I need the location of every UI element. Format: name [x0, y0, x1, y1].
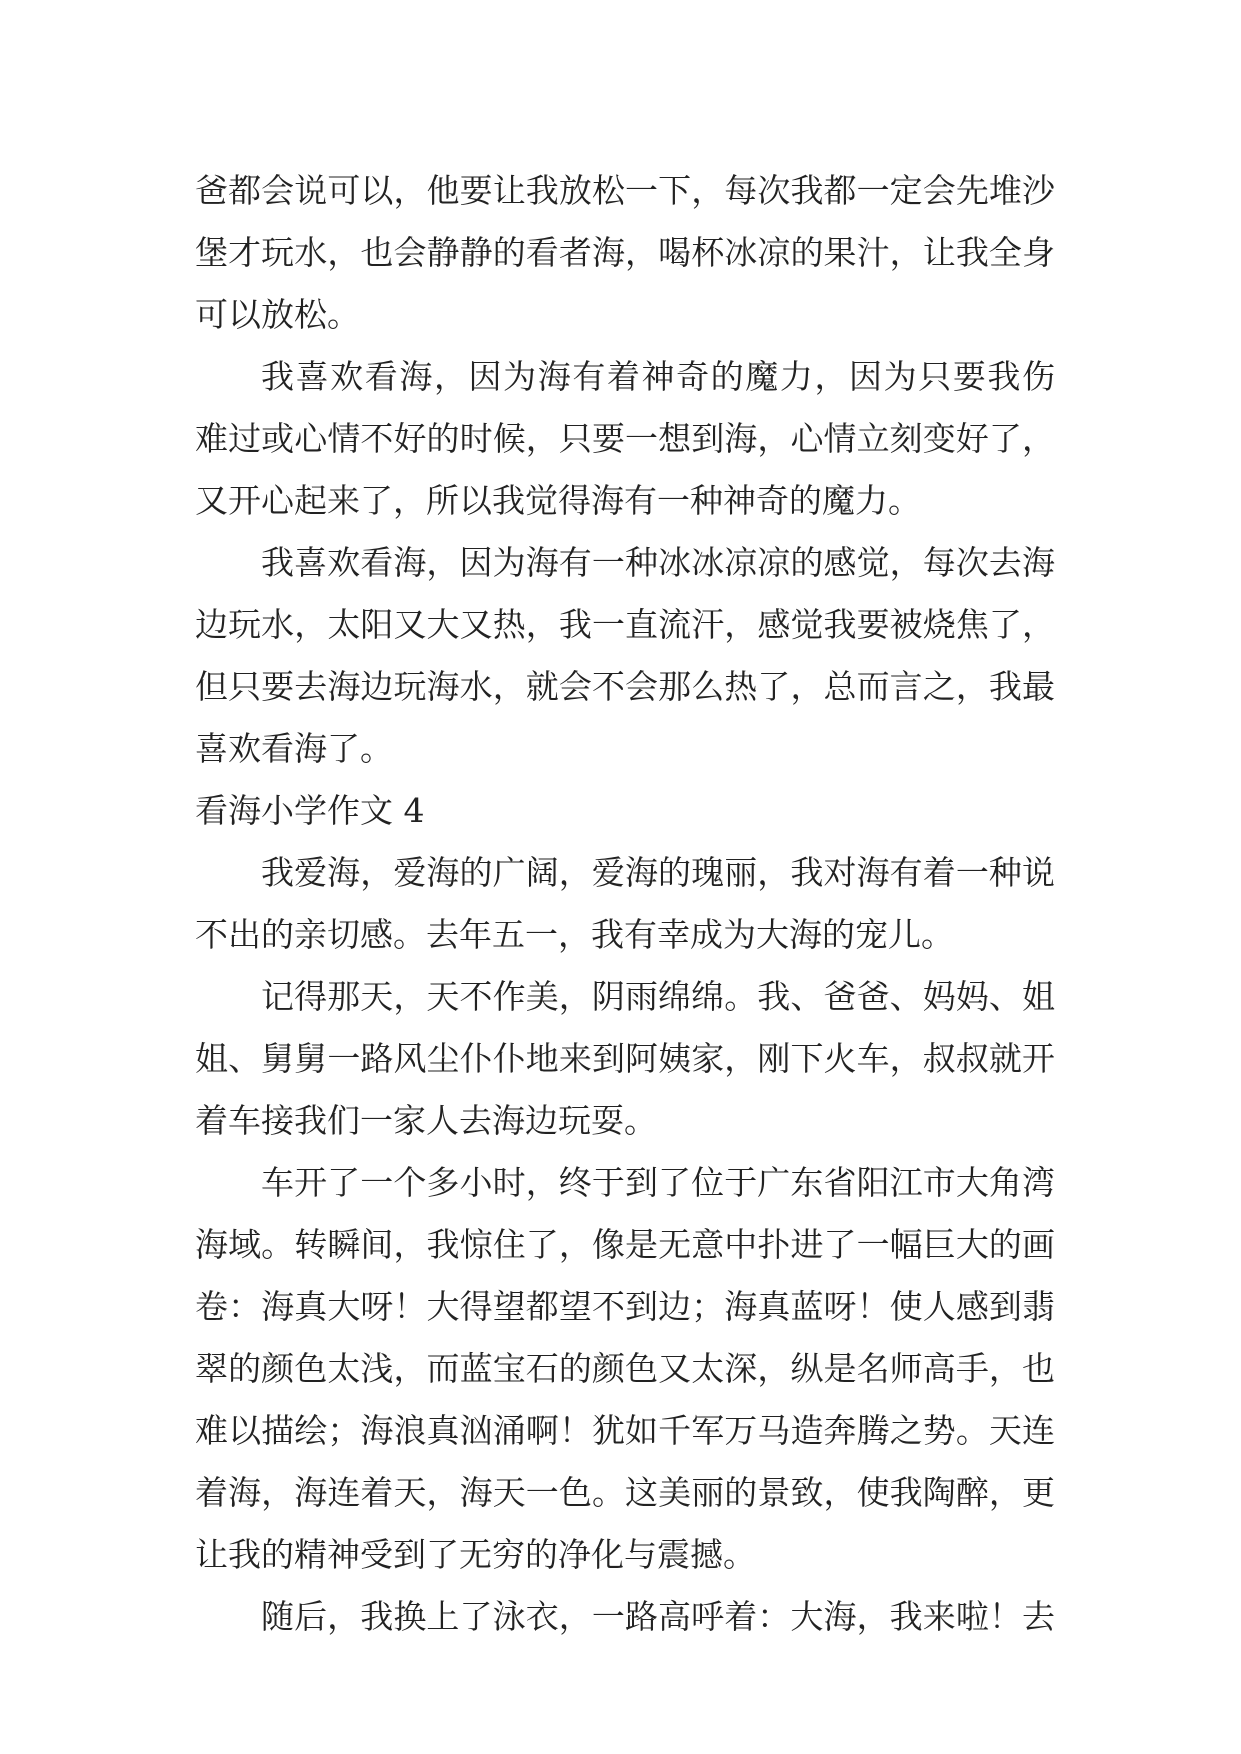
paragraph-line: 但只要去海边玩海水，就会不会那么热了，总而言之，我最 — [195, 667, 1055, 706]
paragraph-line: 海域。转瞬间，我惊住了，像是无意中扑进了一幅巨大的画 — [195, 1225, 1055, 1264]
paragraph-line: 随后，我换上了泳衣，一路高呼着：大海，我来啦！去 — [261, 1597, 1055, 1636]
paragraph-line: 记得那天，天不作美，阴雨绵绵。我、爸爸、妈妈、姐 — [261, 977, 1055, 1016]
paragraph-line: 又开心起来了，所以我觉得海有一种神奇的魔力。 — [195, 481, 921, 520]
paragraph-line: 我爱海，爱海的广阔，爱海的瑰丽，我对海有着一种说 — [261, 853, 1055, 892]
paragraph-line: 喜欢看海了。 — [195, 729, 393, 768]
paragraph-line: 爸都会说可以，他要让我放松一下，每次我都一定会先堆沙 — [195, 171, 1055, 210]
paragraph-line: 边玩水，太阳又大又热，我一直流汗，感觉我要被烧焦了， — [195, 605, 1055, 644]
section-heading: 看海小学作文 4 — [195, 791, 425, 830]
paragraph-line: 可以放松。 — [195, 295, 360, 334]
paragraph-line: 堡才玩水，也会静静的看者海，喝杯冰凉的果汁，让我全身 — [195, 233, 1055, 272]
document-body — [195, 160, 1055, 1648]
paragraph-line: 车开了一个多小时，终于到了位于广东省阳江市大角湾 — [261, 1163, 1055, 1202]
paragraph-line: 着车接我们一家人去海边玩耍。 — [195, 1101, 657, 1140]
paragraph-line: 我喜欢看海，因为海有着神奇的魔力，因为只要我伤 — [261, 357, 1055, 396]
paragraph-line: 翠的颜色太浅，而蓝宝石的颜色又太深，纵是名师高手，也 — [195, 1349, 1055, 1388]
paragraph-line: 让我的精神受到了无穷的净化与震撼。 — [195, 1535, 756, 1574]
paragraph-line: 姐、舅舅一路风尘仆仆地来到阿姨家，刚下火车，叔叔就开 — [195, 1039, 1055, 1078]
paragraph-line: 卷：海真大呀！大得望都望不到边；海真蓝呀！使人感到翡 — [195, 1287, 1055, 1326]
paragraph-line: 难过或心情不好的时候，只要一想到海，心情立刻变好了， — [195, 419, 1055, 458]
paragraph-line: 不出的亲切感。去年五一，我有幸成为大海的宠儿。 — [195, 915, 954, 954]
paragraph-line: 我喜欢看海，因为海有一种冰冰凉凉的感觉，每次去海 — [261, 543, 1055, 582]
paragraph-line: 着海，海连着天，海天一色。这美丽的景致，使我陶醉，更 — [195, 1473, 1055, 1512]
paragraph-line: 难以描绘；海浪真汹涌啊！犹如千军万马造奔腾之势。天连 — [195, 1411, 1055, 1450]
